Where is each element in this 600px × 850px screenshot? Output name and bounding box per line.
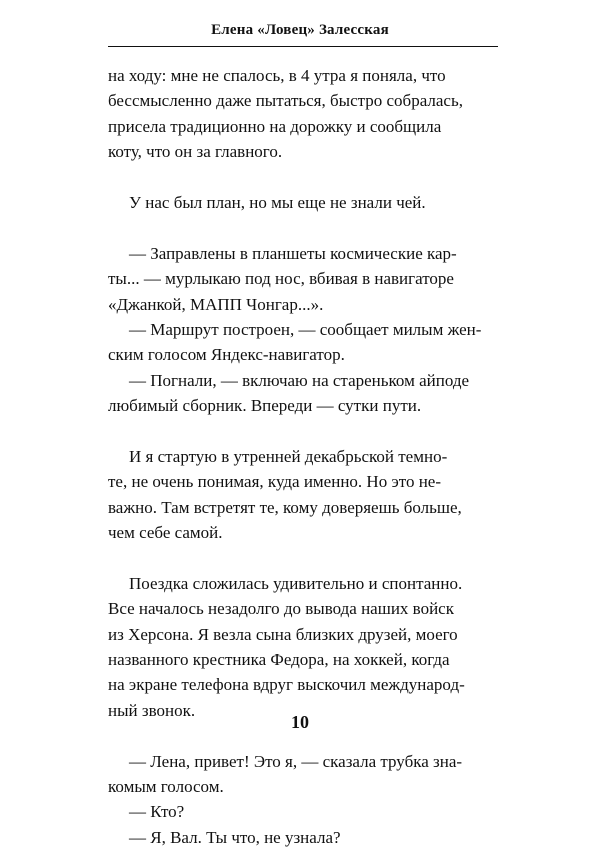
text-line: — Лена, привет! Это я, — сказала трубка зна- (129, 751, 463, 771)
text-line: комым голосом. (108, 776, 224, 796)
text-line: из Херсона. Я везла сына близких друзей, моего (108, 624, 458, 644)
blank-line (108, 418, 498, 443)
blank-line (108, 165, 498, 190)
page-number: 10 (291, 712, 309, 732)
text-line: ским голосом Яндекс-навигатор. (108, 345, 345, 365)
text-line: на ходу: мне не спалось, в 4 утра я поняла, что (108, 66, 446, 85)
text-line: важно. Там встретят те, кому доверяешь больше, (108, 497, 462, 517)
text-line: коту, что он за главного. (108, 142, 283, 162)
header-rule (108, 46, 498, 47)
text-line: — Кто? (129, 802, 185, 822)
text-line: «Джанкой, МАПП Чонгар...». (108, 294, 324, 314)
running-title: Елена «Ловец» Залесская (211, 22, 389, 38)
text-line: ты... — мурлыкаю под нос, вбивая в навигаторе (108, 269, 454, 289)
text-line: чем себе самой. (108, 523, 223, 543)
text-line: на экране телефона вдруг выскочил международ- (108, 675, 465, 695)
text-line: ный звонок. (108, 700, 196, 720)
blank-line (108, 545, 498, 570)
text-line: Поездка сложилась удивительно и спонтанно. (129, 573, 463, 593)
text-line: присела традиционно на дорожку и сообщила (108, 116, 442, 136)
text-line: — Заправлены в планшеты космические кар- (129, 243, 457, 263)
text-line: названного крестника Федора, на хоккей, когда (108, 649, 450, 669)
text-line: те, не очень понимая, куда именно. Но это не- (108, 472, 441, 492)
text-line: У нас был план, но мы еще не знали чей. (129, 192, 426, 212)
blank-line (108, 215, 498, 240)
text-line: Все началось незадолго до вывода наших войск (108, 599, 454, 619)
text-line: любимый сборник. Впереди — сутки пути. (108, 396, 422, 416)
text-line: — Погнали, — включаю на стареньком айподе (129, 370, 470, 390)
text-line: бессмысленно даже пытаться, быстро собралась, (108, 91, 463, 111)
text-line: — Маршрут построен, — сообщает милым жен- (129, 319, 482, 339)
text-line: И я стартую в утренней декабрьской темно- (129, 446, 448, 466)
text-line: — Я, Вал. Ты что, не узнала? (129, 827, 341, 847)
